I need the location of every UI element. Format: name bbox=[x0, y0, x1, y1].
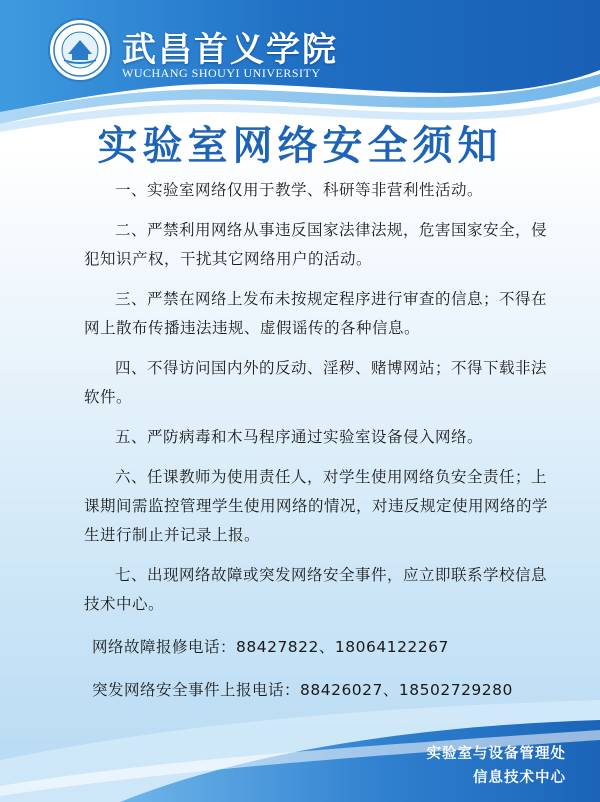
university-logo bbox=[48, 18, 112, 82]
rule-item-4: 四、不得访问国内外的反动、淫秽、赌博网站；不得下载非法软件。 bbox=[84, 359, 548, 406]
rule-item-2: 二、严禁利用网络从事违反国家法律法规，危害国家安全，侵犯知识产权，干扰其它网络用户的活动。 bbox=[84, 221, 548, 268]
rule-item-7: 七、出现网络故障或突发网络安全事件，应立即联系学校信息技术中心。 bbox=[84, 566, 548, 613]
rule-item-3: 三、严禁在网络上发布未按规定程序进行审查的信息；不得在网上散布传播违法违规、虚假谣传的各种信息。 bbox=[84, 290, 548, 337]
rule-item-6: 六、任课教师为使用责任人，对学生使用网络负安全责任；上课期间需监控管理学生使用网络的情况，对违反规定使用网络的学生进行制止并记录上报。 bbox=[84, 468, 549, 544]
security-phone-line: 突发网络安全事件上报电话：88426027、18502729280 bbox=[92, 681, 513, 699]
school-name-chinese: 武昌首义学院 bbox=[122, 30, 338, 70]
repair-phone-line: 网络故障报修电话：88427822、18064122267 bbox=[92, 638, 449, 656]
department-it-center: 信息技术中心 bbox=[473, 770, 566, 786]
school-name-english: WUCHANG SHOUYI UNIVERSITY bbox=[122, 66, 321, 80]
notice-title: 实验室网络安全须知 bbox=[97, 123, 503, 169]
rule-item-1: 一、实验室网络仅用于教学、科研等非营利性活动。 bbox=[115, 181, 484, 199]
rule-item-5: 五、严防病毒和木马程序通过实验室设备侵入网络。 bbox=[115, 428, 484, 446]
rules-list bbox=[84, 176, 554, 630]
department-lab-equipment: 实验室与设备管理处 bbox=[426, 746, 566, 762]
